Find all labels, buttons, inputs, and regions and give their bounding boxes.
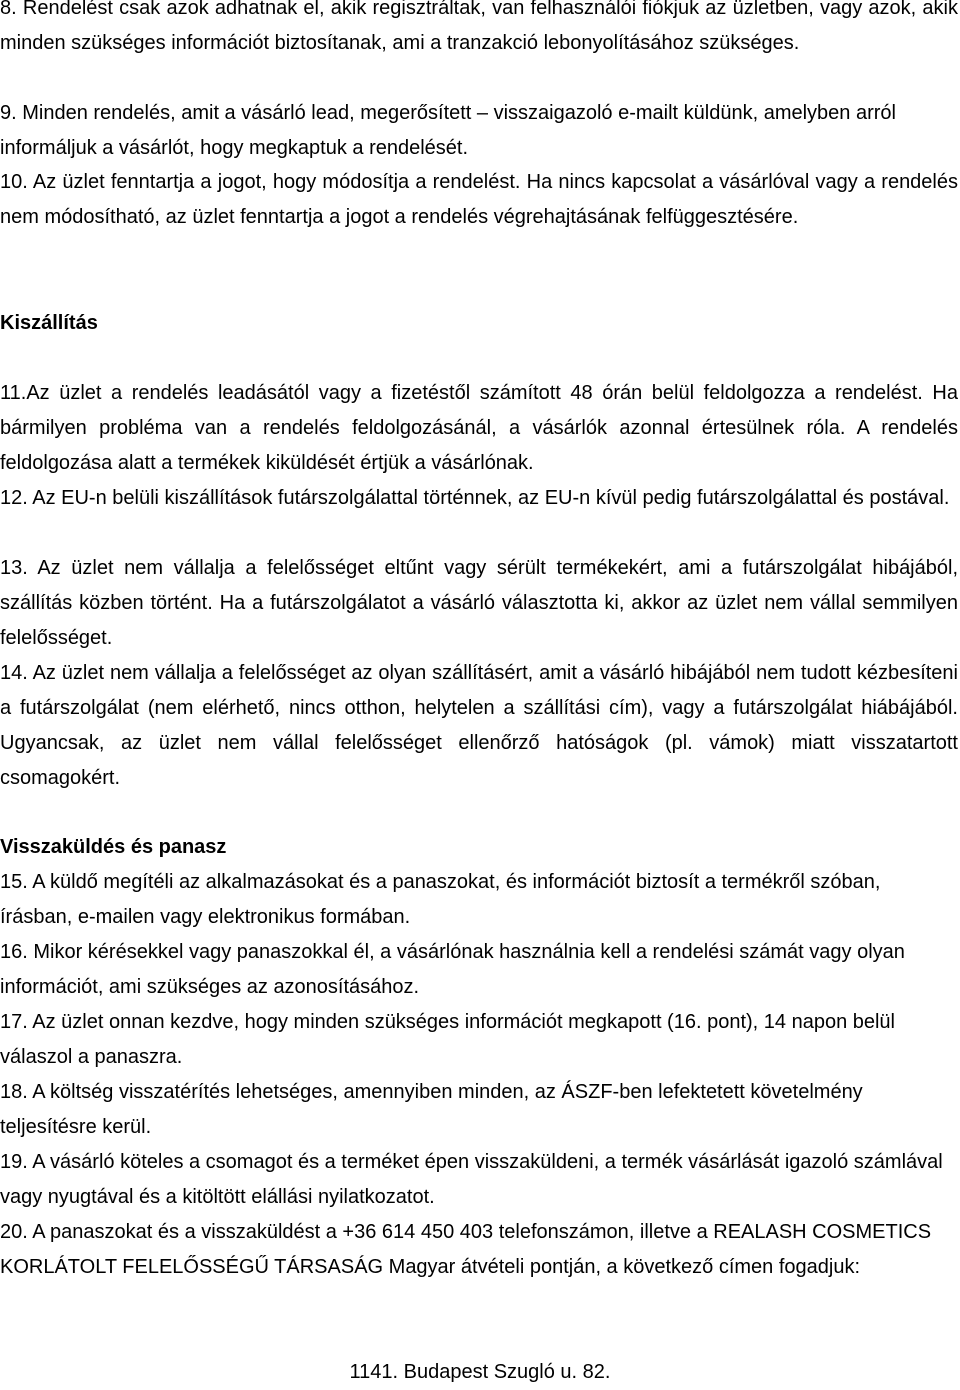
paragraph-9: 9. Minden rendelés, amit a vásárló lead, megerősített – visszaigazoló e-mailt küldünk, amelyben arról informáljuk a vásárlót, hogy megkaptuk a rendelését. (0, 102, 896, 159)
paragraph-16: 16. Mikor kérésekkel vagy panaszokkal él, a vásárlónak használnia kell a rendelési számát vagy olyan információt, ami szükséges az azonosításához. (0, 941, 905, 998)
address-line: 1141. Budapest Szugló u. 82. (349, 1361, 611, 1383)
paragraph-11: 11.Az üzlet a rendelés leadásától vagy a fizetéstől számított 48 órán belül feldolgozza a rendelést. Ha bármilyen probléma van a rendelés feldolgozásánál, a vásárlók azonnal értesülnek róla. A rendelés feldolgozása alatt a termékek kiküldését értjük a vásárlónak. (0, 382, 958, 474)
paragraph-10: 10. Az üzlet fenntartja a jogot, hogy módosítja a rendelést. Ha nincs kapcsolat a vásárlóval vagy a rendelés nem módosítható, az üzlet fenntartja a jogot a rendelés végrehajtásának felfüggesztésére. (0, 171, 958, 228)
paragraph-17: 17. Az üzlet onnan kezdve, hogy minden szükséges információt megkapott (16. pont), 14 napon belül válaszol a panaszra. (0, 1011, 895, 1068)
section-heading-returns: Visszaküldés és panasz (0, 836, 227, 858)
paragraph-12: 12. Az EU-n belüli kiszállítások futárszolgálattal történnek, az EU-n kívül pedig futárszolgálattal és postával. (0, 487, 950, 509)
paragraph-15: 15. A küldő megítéli az alkalmazásokat és a panaszokat, és információt biztosít a termékről szóban, írásban, e-mailen vagy elektronikus formában. (0, 871, 881, 928)
paragraph-20: 20. A panaszokat és a visszaküldést a +36 614 450 403 telefonszámon, illetve a REALASH COSMETICS KORLÁTOLT FELELŐSSÉGŰ TÁRSASÁG Magyar átvételi pontján, a következő címen fogadjuk: (0, 1221, 932, 1278)
paragraph-14: 14. Az üzlet nem vállalja a felelősséget az olyan szállításért, amit a vásárló hibájából nem tudott kézbesíteni a futárszolgálat (nem elérhető, nincs otthon, helytelen a szállítási cím), vagy a futárszolgálat hiábájából. Ugyancsak, az üzlet nem vállal felelősséget ellenőrző hatóságok (pl. vámok) miatt visszatartott csomagokért. (0, 662, 958, 789)
paragraph-13: 13. Az üzlet nem vállalja a felelősséget eltűnt vagy sérült termékekért, ami a futárszolgálat hibájából, szállítás közben történt. Ha a futárszolgálatot a vásárló választotta ki, akkor az üzlet nem vállal semmilyen felelősséget. (0, 557, 958, 649)
paragraph-18: 18. A költség visszatérítés lehetséges, amennyiben minden, az ÁSZF-ben lefektetett követelmény teljesítésre kerül. (0, 1081, 863, 1138)
paragraph-19: 19. A vásárló köteles a csomagot és a terméket épen visszaküldeni, a termék vásárlását igazoló számlával vagy nyugtával és a kitöltött elállási nyilatkozatot. (0, 1151, 943, 1208)
paragraph-8: 8. Rendelést csak azok adhatnak el, akik regisztráltak, van felhasználói fiókjuk az üzletben, vagy azok, akik minden szükséges információt biztosítanak, ami a tranzakció lebonyolításához szükséges. (0, 0, 958, 54)
section-heading-shipping: Kiszállítás (0, 312, 98, 334)
